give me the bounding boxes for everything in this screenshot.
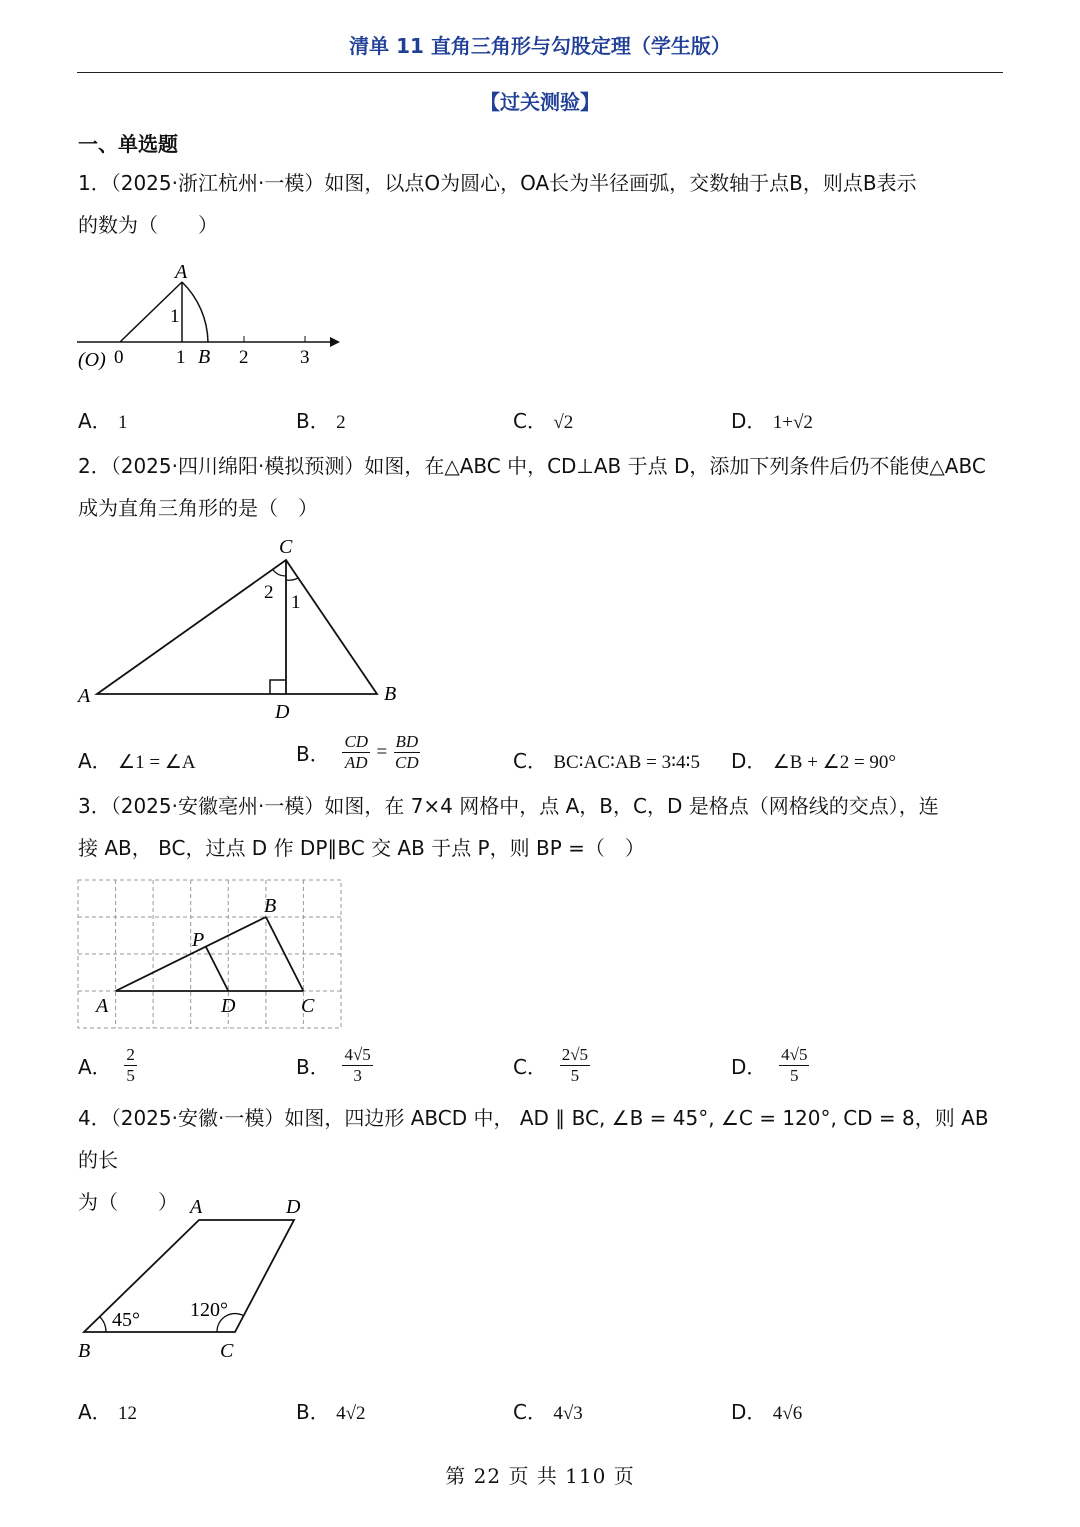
q2-option-b[interactable]: B． $\frac{CD}{AD}$ = $\frac{BD}{CD}$ — [296, 732, 419, 772]
q2-option-d[interactable]: D． ∠B + ∠2 = 90° — [731, 749, 897, 773]
fig1-label-2: 2 — [239, 347, 249, 368]
fig2-label-D: D — [275, 701, 290, 723]
q3-option-c[interactable]: C． $\frac{2√5}{5}$ — [513, 1045, 589, 1085]
fig3-label-B: B — [264, 895, 277, 917]
fig2-label-2: 2 — [264, 582, 274, 603]
question-2-line1: 2．（2025·四川绵阳·模拟预测）如图，在△ABC 中，CD⊥AB 于点 D，添加下列条件后仍不能使△ABC — [78, 454, 986, 478]
question-3-line2: 接 AB， BC，过点 D 作 DP∥BC 交 AB 于点 P，则 BP =（ ） — [78, 836, 645, 860]
question-2-stem — [78, 445, 1000, 529]
fig3-label-P: P — [192, 929, 205, 951]
section-heading: 一、单选题 — [78, 132, 178, 156]
fig3-label-D: D — [221, 995, 236, 1017]
q4-option-c[interactable]: C． 4√3 — [513, 1400, 583, 1424]
q2b-frac-right: $\frac{BD}{CD}$ — [395, 732, 419, 772]
question-1-figure — [72, 258, 352, 378]
fig4-label-45: 45° — [112, 1309, 140, 1331]
fig4-label-C: C — [220, 1340, 234, 1362]
question-4-figure — [72, 1190, 322, 1365]
fig1-label-B: B — [198, 346, 211, 368]
header-rule — [77, 72, 1003, 73]
question-3-figure — [72, 872, 352, 1034]
fig2-label-A: A — [78, 685, 91, 707]
question-2-figure — [72, 532, 412, 727]
fig2-label-B: B — [384, 683, 397, 705]
q4-option-b[interactable]: B． 4√2 — [296, 1400, 366, 1424]
q1-option-c[interactable]: C． √2 — [513, 409, 574, 433]
q1-option-b[interactable]: B． 2 — [296, 409, 346, 433]
question-1-line1: 1．（2025·浙江杭州·一模）如图，以点O为圆心，OA长为半径画弧，交数轴于点B，则点B表示 — [78, 171, 917, 195]
fig4-label-A: A — [190, 1196, 203, 1218]
fig2-label-C: C — [279, 536, 293, 558]
page-header-title: 清单 11 直角三角形与勾股定理（学生版） — [349, 34, 731, 58]
fig1-label-O: (O) — [78, 349, 106, 371]
fig1-label-3: 3 — [300, 347, 310, 368]
q3-option-a[interactable]: A． $\frac{2}{5}$ — [78, 1045, 135, 1085]
q2-option-a[interactable]: A． ∠1 = ∠A — [78, 749, 196, 773]
q3-option-b[interactable]: B． $\frac{4√5}{3}$ — [296, 1045, 371, 1085]
question-4-line1: 4．（2025·安徽·一模）如图，四边形 ABCD 中， AD ∥ BC, ∠B = 45°, ∠C = 120°, CD = 8，则 AB 的长 — [78, 1106, 989, 1172]
question-3-stem — [78, 785, 1000, 869]
fig3-label-A: A — [96, 995, 109, 1017]
fig1-label-1: 1 — [176, 347, 186, 368]
fig1-label-A: A — [175, 261, 188, 283]
question-1-stem — [78, 162, 1000, 246]
question-1-line2: 的数为（ ） — [78, 213, 218, 237]
fig4-label-D: D — [286, 1196, 301, 1218]
fig1-label-1-side: 1 — [170, 306, 180, 327]
question-3-line1: 3．（2025·安徽亳州·一模）如图，在 7×4 网格中，点 A，B，C，D 是格点（网格线的交点），连 — [78, 794, 939, 818]
fig1-label-0: 0 — [114, 347, 124, 368]
q4-option-a[interactable]: A． 12 — [78, 1400, 138, 1424]
q3-option-d[interactable]: D． $\frac{4√5}{5}$ — [731, 1045, 808, 1085]
fig4-label-B: B — [78, 1340, 91, 1362]
fig4-label-120: 120° — [190, 1299, 228, 1321]
question-4-line2: 为（ ） — [78, 1190, 178, 1214]
section-subtitle: 【过关测验】 — [480, 90, 600, 114]
q2-option-c[interactable]: C． BC∶AC∶AB = 3∶4∶5 — [513, 749, 700, 773]
fig2-label-1: 1 — [291, 592, 301, 613]
question-2-line2: 成为直角三角形的是（ ） — [78, 496, 318, 520]
q1-option-d[interactable]: D． 1+√2 — [731, 409, 813, 433]
q1-option-a[interactable]: A． 1 — [78, 409, 128, 433]
fig3-label-C: C — [301, 995, 315, 1017]
q2b-frac-left: $\frac{CD}{AD}$ — [344, 732, 369, 772]
q4-option-d[interactable]: D． 4√6 — [731, 1400, 803, 1424]
page-footer: 第 22 页 共 110 页 — [445, 1464, 635, 1488]
